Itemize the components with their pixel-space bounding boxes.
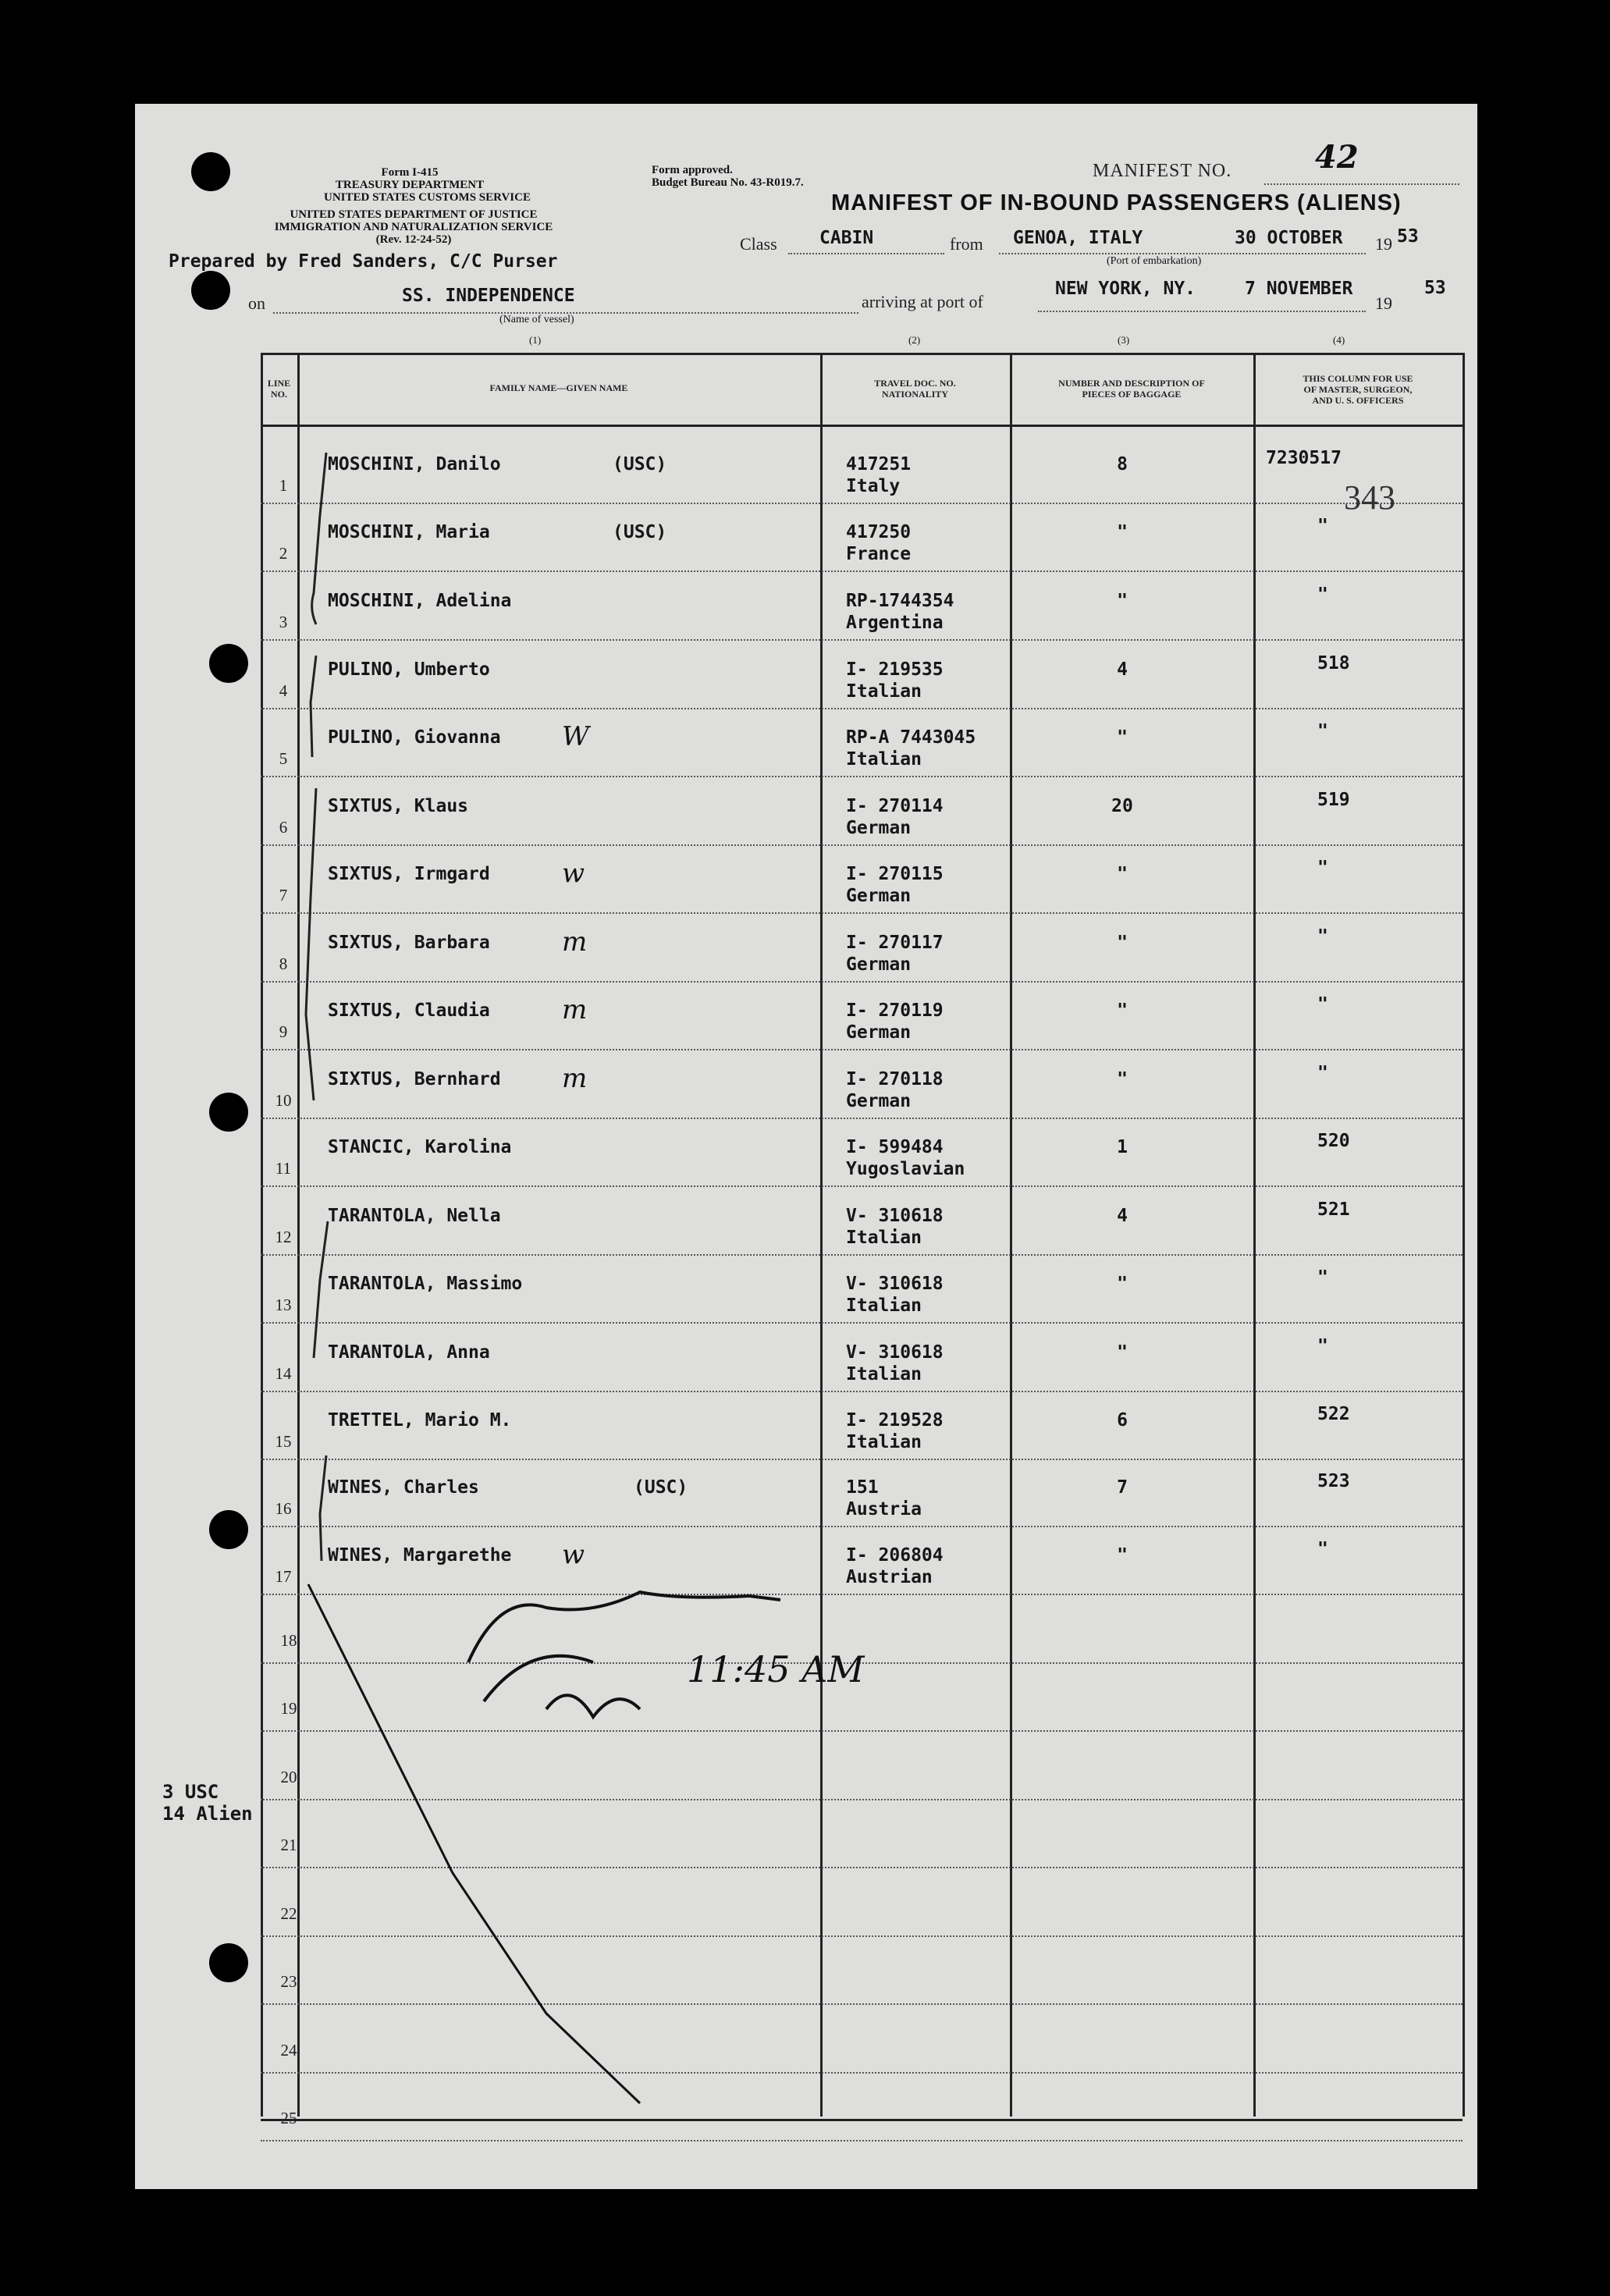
baggage-count: " (1117, 1069, 1128, 1089)
baggage-count: " (1117, 1342, 1128, 1363)
col-num-2: (2) (908, 334, 921, 346)
line-number: 20 (280, 1768, 297, 1786)
officer-entry: " (1317, 1063, 1328, 1083)
line-number: 25 (280, 2109, 297, 2127)
passenger-name: SIXTUS, Klaus (328, 796, 469, 816)
officer-entry: " (1317, 858, 1328, 878)
line-number: 8 (279, 954, 288, 973)
from-value: GENOA, ITALY (1013, 228, 1143, 248)
line-number: 24 (280, 2041, 297, 2060)
travel-doc-no: I- 270119 (846, 1001, 944, 1021)
bracket-tarantola (314, 1221, 328, 1358)
baggage-count: 8 (1117, 454, 1128, 474)
baggage-count: 7 (1117, 1477, 1128, 1498)
class-value: CABIN (819, 228, 874, 248)
arriving-label: arriving at port of (862, 292, 983, 311)
line-number: 3 (279, 613, 288, 631)
baggage-count: 6 (1117, 1410, 1128, 1431)
baggage-count: 4 (1117, 659, 1128, 680)
baggage-count: " (1117, 522, 1128, 542)
travel-doc-no: I- 206804 (846, 1545, 944, 1566)
year-prefix: 19 (1375, 234, 1392, 254)
line-number: 5 (279, 749, 288, 768)
line-number: 23 (280, 1972, 297, 1991)
citizenship-tag: (USC) (613, 522, 667, 542)
travel-doc-no: I- 270114 (846, 796, 944, 816)
arrival-port: NEW YORK, NY. (1055, 279, 1196, 299)
travel-doc-no: I- 219528 (846, 1410, 944, 1431)
bracket-wines (320, 1455, 326, 1561)
handwritten-mark: w (562, 1539, 585, 1570)
baggage-count: " (1117, 591, 1128, 611)
travel-doc-no: V- 310618 (846, 1342, 944, 1363)
baggage-count: " (1117, 1001, 1128, 1021)
nationality: German (846, 818, 912, 838)
handwritten-mark: m (562, 926, 588, 958)
passenger-name: MOSCHINI, Danilo (328, 454, 501, 474)
col-num-4: (4) (1333, 334, 1345, 346)
nationality: France (846, 544, 912, 564)
line-number: 15 (275, 1432, 292, 1451)
arrival-date: 7 NOVEMBER (1245, 279, 1353, 299)
passenger-name: TARANTOLA, Nella (328, 1206, 501, 1226)
officer-entry: " (1317, 994, 1328, 1015)
nationality: Italian (846, 1295, 922, 1316)
line-number: 4 (279, 681, 288, 700)
bracket-pulino (311, 656, 316, 757)
travel-doc-no: V- 310618 (846, 1274, 944, 1294)
vessel-name: SS. INDEPENDENCE (402, 286, 575, 306)
nationality: German (846, 1022, 912, 1043)
passenger-name: WINES, Charles (328, 1477, 479, 1498)
baggage-count: 1 (1117, 1137, 1128, 1157)
line-number: 9 (279, 1022, 288, 1041)
vessel-caption: (Name of vessel) (499, 314, 574, 325)
travel-doc-no: V- 310618 (846, 1206, 944, 1226)
col-header-baggage: NUMBER AND DESCRIPTION OF PIECES OF BAGGAGE (1058, 378, 1205, 400)
nationality: Austria (846, 1499, 922, 1519)
officer-entry: 7230517 (1266, 448, 1342, 468)
officer-entry: 523 (1317, 1471, 1350, 1491)
line-number: 7 (279, 886, 288, 905)
line-number: 19 (280, 1699, 297, 1718)
nationality: Yugoslavian (846, 1159, 965, 1179)
embark-caption: (Port of embarkation) (1107, 255, 1202, 267)
passenger-name: MOSCHINI, Maria (328, 522, 490, 542)
line-number: 18 (280, 1631, 297, 1650)
handwritten-mark: m (562, 994, 588, 1025)
page-title: MANIFEST OF IN-BOUND PASSENGERS (ALIENS) (831, 190, 1402, 215)
class-label: Class (740, 234, 777, 254)
nationality: German (846, 886, 912, 906)
handwritten-time: 11:45 AM (687, 1648, 865, 1690)
officer-entry: 521 (1317, 1200, 1350, 1220)
nationality: German (846, 954, 912, 975)
initials (546, 1695, 640, 1717)
officer-entry: " (1317, 1336, 1328, 1356)
travel-doc-no: RP-A 7443045 (846, 727, 976, 748)
doj-block: UNITED STATES DEPARTMENT OF JUSTICE IMMIGRATION AND NATURALIZATION SERVICE (Rev. 12-24-52) (274, 208, 553, 246)
passenger-name: TARANTOLA, Anna (328, 1342, 490, 1363)
line-number: 21 (280, 1836, 297, 1854)
line-number: 11 (275, 1159, 292, 1178)
baggage-count: 20 (1111, 796, 1133, 816)
line-number: 17 (275, 1567, 292, 1586)
from-label: from (950, 234, 983, 254)
passenger-name: SIXTUS, Bernhard (328, 1069, 501, 1089)
baggage-count: " (1117, 727, 1128, 748)
passenger-name: SIXTUS, Irmgard (328, 864, 490, 884)
officer-entry: 518 (1317, 653, 1350, 674)
col-num-1: (1) (529, 334, 542, 346)
passenger-name: PULINO, Giovanna (328, 727, 501, 748)
handwritten-mark: w (562, 858, 585, 889)
officer-entry: " (1317, 1539, 1328, 1559)
travel-doc-no: I- 219535 (846, 659, 944, 680)
nationality: Italian (846, 749, 922, 769)
manifest-no: 42 (1315, 139, 1359, 176)
travel-doc-no: I- 270115 (846, 864, 944, 884)
on-label: on (248, 293, 265, 313)
nationality: Italian (846, 1364, 922, 1384)
line-number: 22 (280, 1904, 297, 1923)
arrival-year: 53 (1424, 278, 1446, 298)
baggage-count: " (1117, 933, 1128, 953)
bracket-moschini (312, 453, 326, 624)
line-number: 10 (275, 1091, 292, 1110)
travel-doc-no: I- 270117 (846, 933, 944, 953)
officer-entry: " (1317, 585, 1328, 605)
baggage-count: " (1117, 1274, 1128, 1294)
nationality: Italian (846, 1432, 922, 1452)
passenger-name: WINES, Margarethe (328, 1545, 512, 1566)
prepared-by: Prepared by Fred Sanders, C/C Purser (169, 251, 558, 272)
passenger-name: STANCIC, Karolina (328, 1137, 512, 1157)
line-number: 1 (279, 476, 288, 495)
nationality: Argentina (846, 613, 944, 633)
baggage-count: " (1117, 1545, 1128, 1566)
handwritten-mark: W (562, 721, 589, 752)
line-number: 16 (275, 1499, 292, 1518)
travel-doc-no: RP-1744354 (846, 591, 954, 611)
arrival-year-prefix: 19 (1375, 293, 1392, 313)
nationality: Italian (846, 1228, 922, 1248)
passenger-name: SIXTUS, Barbara (328, 933, 490, 953)
col-header-name: FAMILY NAME—GIVEN NAME (489, 382, 628, 393)
officer-entry: 522 (1317, 1404, 1350, 1424)
officer-entry: " (1317, 721, 1328, 741)
line-number: 12 (275, 1228, 292, 1246)
nationality: Italy (846, 476, 901, 496)
passenger-name: MOSCHINI, Adelina (328, 591, 512, 611)
embark-date: 30 OCTOBER (1235, 228, 1343, 248)
col-header-officers: THIS COLUMN FOR USE OF MASTER, SURGEON, AND U. S. OFFICERS (1303, 373, 1413, 406)
form-id-block: Form I-415 TREASURY DEPARTMENT UNITED STATES CUSTOMS (324, 166, 485, 204)
col-header-doc: TRAVEL DOC. NO. NATIONALITY (874, 378, 956, 400)
bracket-sixtus (306, 788, 316, 1100)
baggage-count: " (1117, 864, 1128, 884)
travel-doc-no: 151 (846, 1477, 879, 1498)
margin-totals: 3 USC 14 Alien (162, 1781, 253, 1825)
line-number: 14 (275, 1364, 292, 1383)
travel-doc-no: I- 599484 (846, 1137, 944, 1157)
line-number: 13 (275, 1295, 292, 1314)
passenger-name: PULINO, Umberto (328, 659, 490, 680)
col-header-line: LINE NO. (267, 378, 291, 400)
officer-entry: " (1317, 926, 1328, 947)
nationality: Italian (846, 681, 922, 702)
manifest-no-label: MANIFEST NO. (1093, 161, 1232, 181)
citizenship-tag: (USC) (634, 1477, 688, 1498)
line-number: 2 (279, 544, 288, 563)
officer-entry: " (1317, 1267, 1328, 1288)
travel-doc-no: 417251 (846, 454, 912, 474)
handwritten-mark: m (562, 1063, 588, 1094)
baggage-count: 4 (1117, 1206, 1128, 1226)
approval-note: Form approved. Budget Bureau No. 43-R019.7. (652, 164, 804, 189)
nationality: Austrian (846, 1567, 933, 1587)
passenger-name: SIXTUS, Claudia (328, 1001, 490, 1021)
officer-entry: " (1317, 516, 1328, 536)
passenger-name: TRETTEL, Mario M. (328, 1410, 512, 1431)
col-num-3: (3) (1118, 334, 1130, 346)
officer-entry: 520 (1317, 1131, 1350, 1151)
nationality: German (846, 1091, 912, 1111)
year-value: 53 (1397, 226, 1419, 247)
passenger-name: TARANTOLA, Massimo (328, 1274, 523, 1294)
travel-doc-no: 417250 (846, 522, 912, 542)
travel-doc-no: I- 270118 (846, 1069, 944, 1089)
line-number: 6 (279, 818, 288, 837)
stamp-number: 343 (1344, 478, 1395, 517)
citizenship-tag: (USC) (613, 454, 667, 474)
officer-entry: 519 (1317, 790, 1350, 810)
